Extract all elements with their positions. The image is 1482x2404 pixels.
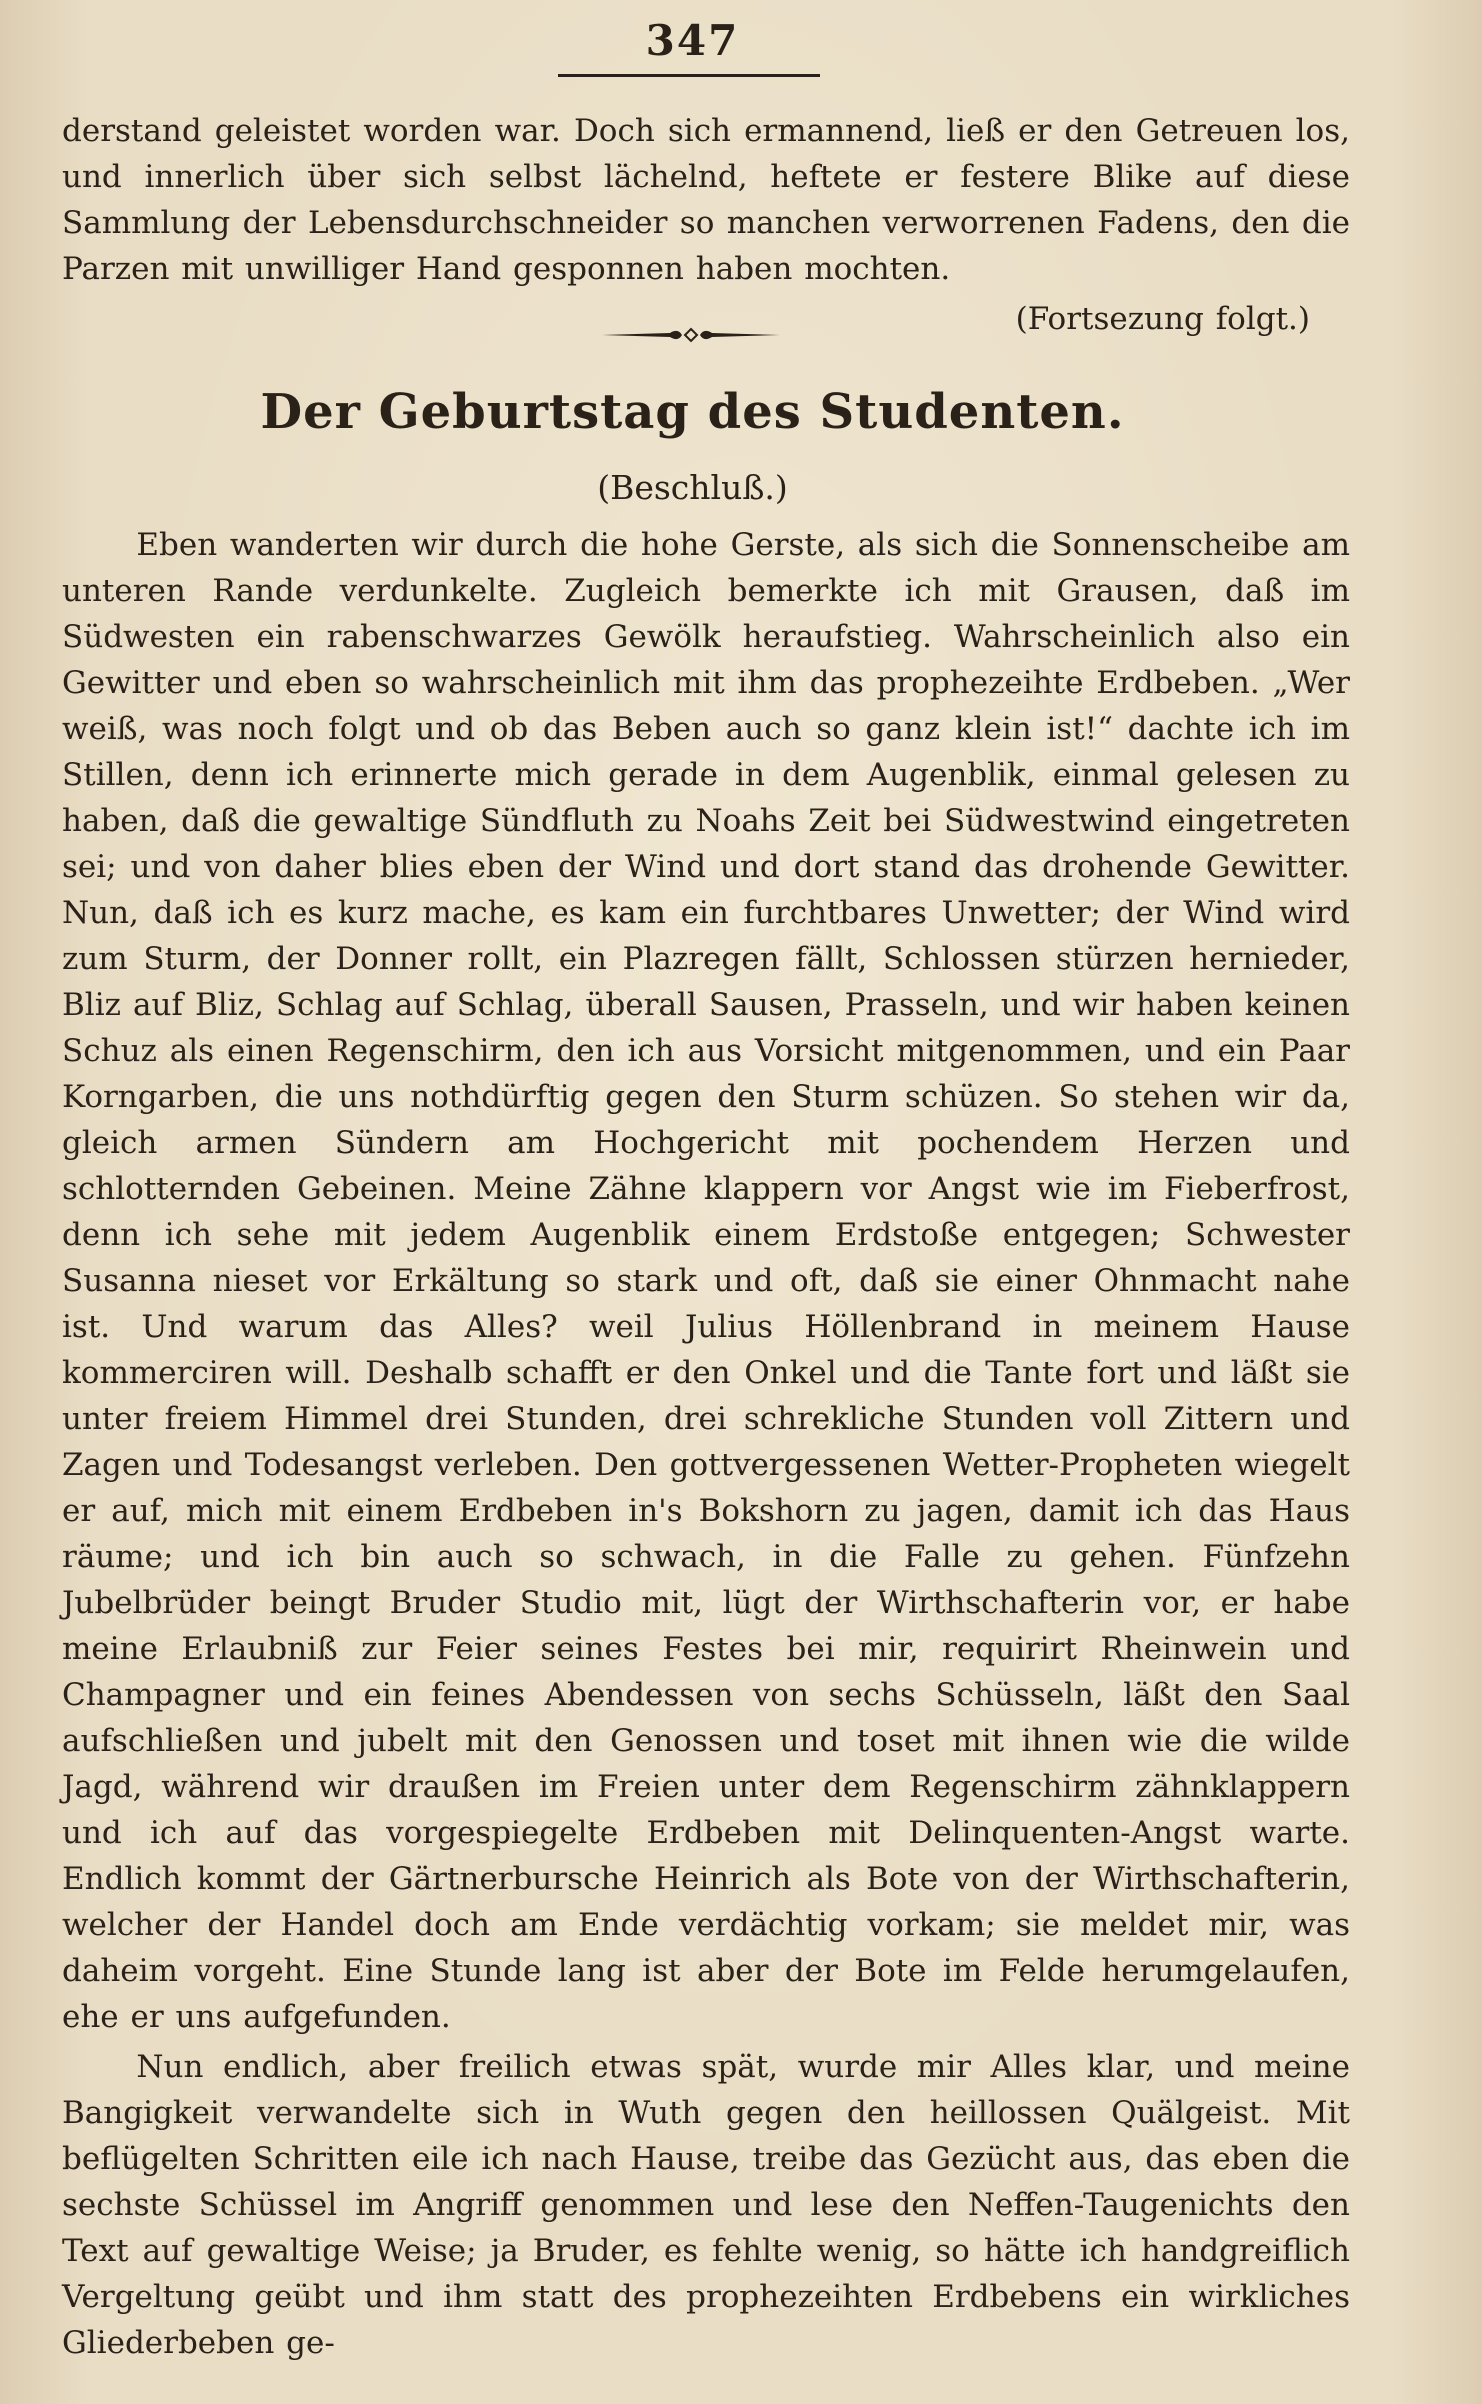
article-title: Der Geburtstag des Studenten. (260, 384, 1125, 440)
continuation-block (62, 108, 1350, 342)
article-subtitle: (Beschluß.) (597, 468, 788, 507)
article-paragraph: Eben wanderten wir durch die hohe Gerste, als sich die Sonnenscheibe am unteren Rande verdunkelte. Zugleich bemerkte ich mit Grausen, daß im Südwesten ein rabenschwarzes Gewölk heraufstieg. Wahrscheinlich also ein Gewitter und eben so wahrscheinlich mit ihm das prophezeihte Erdbeben. „Wer weiß, was noch folgt und ob das Beben auch so ganz klein ist!“ dachte ich im Stillen, denn ich erinnerte mich gerade in dem Augenblik, einmal gelesen zu haben, daß die gewaltige Sündfluth zu Noahs Zeit bei Südwestwind eingetreten sei; und von daher blies eben der Wind und dort stand das drohende Gewitter. Nun, daß ich es kurz mache, es kam ein furchtbares Unwetter; der Wind wird zum Sturm, der Donner rollt, ein Plazregen fällt, Schlossen stürzen hernieder, Bliz auf Bliz, Schlag auf Schlag, überall Sausen, Prasseln, und wir haben keinen Schuz als einen Regenschirm, den ich aus Vorsicht mitgenommen, und ein Paar Korngarben, die uns nothdürftig gegen den Sturm schüzen. So stehen wir da, gleich armen Sündern am Hochgericht mit pochendem Herzen und schlotternden Gebeinen. Meine Zähne klappern vor Angst wie im Fieberfrost, denn ich sehe mit jedem Augenblik einem Erdstoße entgegen; Schwester Susanna nieset vor Erkältung so stark und oft, daß sie einer Ohnmacht nahe ist. Und warum das Alles? weil Julius Höllenbrand in meinem Hause kommerciren will. Deshalb schafft er den Onkel und die Tante fort und läßt sie unter freiem Himmel drei Stunden, drei schrekliche Stunden voll Zittern und Zagen und Todesangst verleben. Den gottvergessenen Wetter-Propheten wiegelt er auf, mich mit einem Erdbeben in's Bokshorn zu jagen, damit ich das Haus räume; und ich bin auch so schwach, in die Falle zu gehen. Fünfzehn Jubelbrüder beingt Bruder Studio mit, lügt der Wirthschafterin vor, er habe meine Erlaubniß zur Feier seines Festes bei mir, requirirt Rheinwein und Champagner und ein feines Abendessen von sechs Schüsseln, läßt den Saal aufschließen und jubelt mit den Genossen und toset mit ihnen wie die wilde Jagd, während wir draußen im Freien unter dem Regenschirm zähnklappern und ich auf das vorgespiegelte Erdbeben mit Delinquenten-Angst warte. Endlich kommt der Gärtnerbursche Heinrich als Bote von der Wirthschafterin, welcher der Handel doch am Ende verdächtig vorkam; sie meldet mir, was daheim vorgeht. Eine Stunde lang ist aber der Bote im Felde herumgelaufen, ehe er uns aufgefunden. (62, 527, 1350, 2035)
continued-note: (Fortsezung folgt.) (1015, 301, 1310, 337)
continuation-text: derstand geleistet worden war. Doch sich ermannend, ließ er den Getreuen los, und innerlich über sich selbst lächelnd, heftete er festere Blike auf diese Sammlung der Lebensdurchschneider so manchen verworrenen Fadens, den die Parzen mit unwilliger Hand gesponnen haben mochten. (62, 113, 1350, 287)
article-paragraph: Nun endlich, aber freilich etwas spät, wurde mir Alles klar, und meine Bangigkeit verwandelte sich in Wuth gegen den heillossen Quälgeist. Mit beflügelten Schritten eile ich nach Hause, treibe das Gezücht aus, das eben die sechste Schüssel im Angriff genommen und lese den Neffen-Taugenichts den Text auf gewaltige Weise; ja Bruder, es fehlte wenig, so hätte ich handgreiflich Vergeltung geübt und ihm statt des prophezeihten Erdbebens ein wirkliches Gliederbeben ge- (62, 2049, 1350, 2361)
page-number-rule (558, 74, 820, 77)
article-body (62, 522, 1350, 2366)
section-ornament (600, 320, 782, 350)
page-number: 347 (645, 16, 740, 65)
